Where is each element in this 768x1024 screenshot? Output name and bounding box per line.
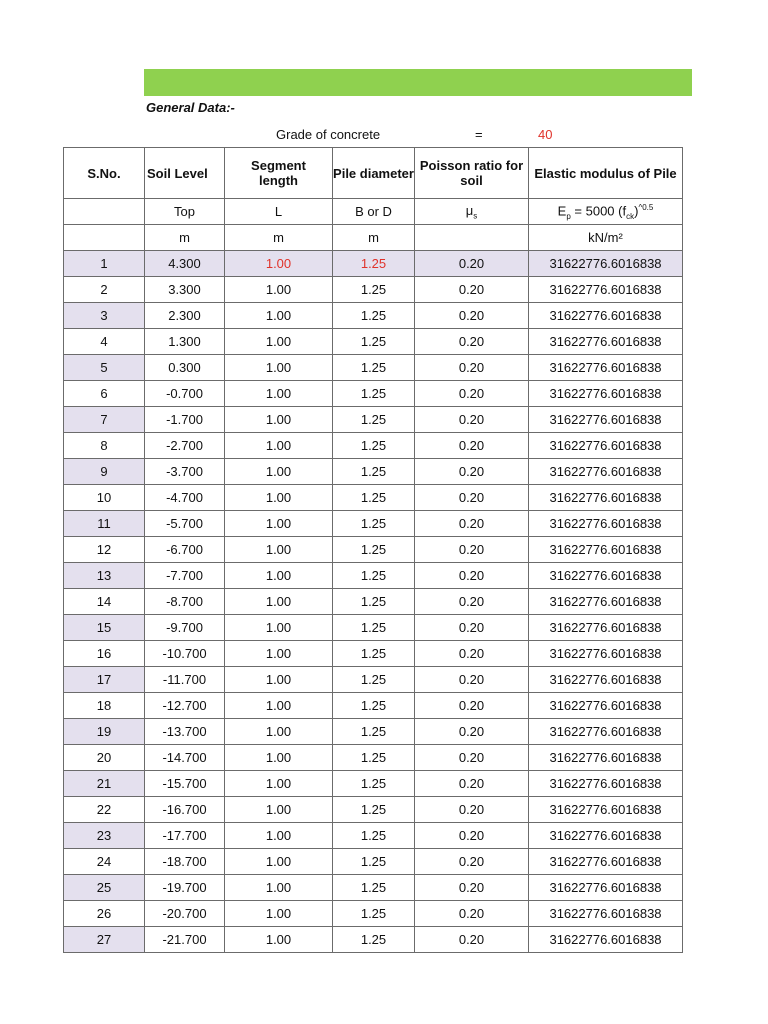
header-elastic-modulus: Elastic modulus of Pile (529, 148, 683, 199)
soil-level-cell[interactable]: -2.700 (145, 433, 225, 459)
segment-length-cell[interactable]: 1.00 (225, 771, 333, 797)
symbol-poisson-ratio (415, 199, 529, 225)
elastic-modulus-cell[interactable]: 31622776.6016838 (529, 641, 683, 667)
unit-elastic-modulus: kN/m² (529, 225, 683, 251)
table-body (64, 251, 683, 953)
symbol-elastic-modulus (529, 199, 683, 225)
elastic-modulus-cell[interactable]: 31622776.6016838 (529, 589, 683, 615)
pile-diameter-cell[interactable]: 1.25 (333, 251, 415, 277)
pile-diameter-cell[interactable]: 1.25 (333, 693, 415, 719)
sno-cell[interactable]: 8 (64, 433, 145, 459)
table-header-row (64, 148, 683, 199)
segment-length-cell[interactable]: 1.00 (225, 849, 333, 875)
header-segment-length-text: Segment length (251, 158, 306, 188)
header-segment-length (225, 148, 333, 199)
elastic-modulus-cell[interactable]: 31622776.6016838 (529, 381, 683, 407)
pile-diameter-cell[interactable]: 1.25 (333, 667, 415, 693)
soil-level-cell[interactable]: -3.700 (145, 459, 225, 485)
segment-length-cell[interactable]: 1.00 (225, 511, 333, 537)
soil-level-cell[interactable]: 0.300 (145, 355, 225, 381)
sno-cell[interactable]: 5 (64, 355, 145, 381)
soil-level-cell[interactable]: 4.300 (145, 251, 225, 277)
table-row (64, 303, 683, 329)
poisson-ratio-cell[interactable]: 0.20 (415, 355, 529, 381)
symbol-sno (64, 199, 145, 225)
soil-level-cell[interactable]: -7.700 (145, 563, 225, 589)
segment-length-cell[interactable]: 1.00 (225, 355, 333, 381)
poisson-ratio-cell[interactable]: 0.20 (415, 251, 529, 277)
table-row (64, 693, 683, 719)
poisson-ratio-cell[interactable]: 0.20 (415, 433, 529, 459)
table-row (64, 277, 683, 303)
elastic-modulus-cell[interactable]: 31622776.6016838 (529, 563, 683, 589)
sno-cell[interactable]: 23 (64, 823, 145, 849)
header-poisson-ratio: Poisson ratio for soil (415, 148, 529, 199)
elastic-modulus-cell[interactable]: 31622776.6016838 (529, 849, 683, 875)
poisson-ratio-cell[interactable]: 0.20 (415, 797, 529, 823)
soil-level-cell[interactable]: 2.300 (145, 303, 225, 329)
segment-length-cell[interactable]: 1.00 (225, 927, 333, 953)
pile-diameter-cell[interactable]: 1.25 (333, 277, 415, 303)
poisson-ratio-cell[interactable]: 0.20 (415, 771, 529, 797)
segment-length-cell[interactable]: 1.00 (225, 693, 333, 719)
symbol-mu-sub: s (473, 211, 478, 221)
pile-diameter-cell[interactable]: 1.25 (333, 303, 415, 329)
table-row (64, 823, 683, 849)
symbol-pile-diameter: B or D (333, 199, 415, 225)
soil-level-cell[interactable]: 3.300 (145, 277, 225, 303)
segment-length-cell[interactable]: 1.00 (225, 615, 333, 641)
elastic-modulus-cell[interactable]: 31622776.6016838 (529, 303, 683, 329)
pile-diameter-cell[interactable]: 1.25 (333, 407, 415, 433)
sno-cell[interactable]: 1 (64, 251, 145, 277)
symbol-close-paren: ) (634, 202, 639, 218)
segment-length-cell[interactable]: 1.00 (225, 823, 333, 849)
pile-diameter-cell[interactable]: 1.25 (333, 381, 415, 407)
grade-of-concrete-value[interactable]: 40 (538, 127, 553, 142)
soil-level-cell[interactable]: -17.700 (145, 823, 225, 849)
pile-diameter-cell[interactable]: 1.25 (333, 719, 415, 745)
poisson-ratio-cell[interactable]: 0.20 (415, 641, 529, 667)
poisson-ratio-cell[interactable]: 0.20 (415, 745, 529, 771)
table-row (64, 511, 683, 537)
sno-cell[interactable]: 18 (64, 693, 145, 719)
pile-diameter-cell[interactable]: 1.25 (333, 927, 415, 953)
soil-level-cell[interactable]: 1.300 (145, 329, 225, 355)
symbol-soil-level: Top (145, 199, 225, 225)
poisson-ratio-cell[interactable]: 0.20 (415, 901, 529, 927)
soil-level-cell[interactable]: -16.700 (145, 797, 225, 823)
elastic-modulus-cell[interactable]: 31622776.6016838 (529, 771, 683, 797)
table-row (64, 329, 683, 355)
soil-level-cell[interactable]: -8.700 (145, 589, 225, 615)
elastic-modulus-cell[interactable]: 31622776.6016838 (529, 927, 683, 953)
sno-cell[interactable]: 10 (64, 485, 145, 511)
sno-cell[interactable]: 7 (64, 407, 145, 433)
table-row (64, 719, 683, 745)
table-row (64, 927, 683, 953)
sno-cell[interactable]: 9 (64, 459, 145, 485)
unit-segment-length: m (225, 225, 333, 251)
elastic-modulus-cell[interactable]: 31622776.6016838 (529, 719, 683, 745)
elastic-modulus-cell[interactable]: 31622776.6016838 (529, 797, 683, 823)
segment-length-cell[interactable]: 1.00 (225, 433, 333, 459)
elastic-modulus-cell[interactable]: 31622776.6016838 (529, 901, 683, 927)
elastic-modulus-cell[interactable]: 31622776.6016838 (529, 433, 683, 459)
table-row (64, 771, 683, 797)
table-row (64, 797, 683, 823)
unit-sno (64, 225, 145, 251)
elastic-modulus-cell[interactable]: 31622776.6016838 (529, 615, 683, 641)
poisson-ratio-cell[interactable]: 0.20 (415, 329, 529, 355)
sno-cell[interactable]: 26 (64, 901, 145, 927)
poisson-ratio-cell[interactable]: 0.20 (415, 381, 529, 407)
segment-length-cell[interactable]: 1.00 (225, 251, 333, 277)
elastic-modulus-cell[interactable]: 31622776.6016838 (529, 823, 683, 849)
segment-length-cell[interactable]: 1.00 (225, 537, 333, 563)
elastic-modulus-cell[interactable]: 31622776.6016838 (529, 693, 683, 719)
table-row (64, 459, 683, 485)
poisson-ratio-cell[interactable]: 0.20 (415, 927, 529, 953)
soil-level-cell[interactable]: -12.700 (145, 693, 225, 719)
sno-cell[interactable]: 11 (64, 511, 145, 537)
segment-length-cell[interactable]: 1.00 (225, 901, 333, 927)
sno-cell[interactable]: 3 (64, 303, 145, 329)
table-row (64, 381, 683, 407)
sno-cell[interactable]: 25 (64, 875, 145, 901)
poisson-ratio-cell[interactable]: 0.20 (415, 303, 529, 329)
symbol-row (64, 199, 683, 225)
segment-length-cell[interactable]: 1.00 (225, 667, 333, 693)
symbol-segment-length: L (225, 199, 333, 225)
soil-level-cell[interactable]: -11.700 (145, 667, 225, 693)
poisson-ratio-cell[interactable]: 0.20 (415, 511, 529, 537)
general-data-label: General Data:- (146, 100, 235, 115)
pile-diameter-cell[interactable]: 1.25 (333, 433, 415, 459)
table-row (64, 901, 683, 927)
segment-length-cell[interactable]: 1.00 (225, 875, 333, 901)
segment-length-cell[interactable]: 1.00 (225, 641, 333, 667)
segment-length-cell[interactable]: 1.00 (225, 277, 333, 303)
segment-length-cell[interactable]: 1.00 (225, 797, 333, 823)
sno-cell[interactable]: 16 (64, 641, 145, 667)
grade-of-concrete-label: Grade of concrete (276, 127, 381, 142)
pile-diameter-cell[interactable]: 1.25 (333, 563, 415, 589)
table-row (64, 355, 683, 381)
pile-diameter-cell[interactable]: 1.25 (333, 537, 415, 563)
elastic-modulus-cell[interactable]: 31622776.6016838 (529, 407, 683, 433)
pile-diameter-cell[interactable]: 1.25 (333, 589, 415, 615)
table-row (64, 407, 683, 433)
pile-diameter-cell[interactable]: 1.25 (333, 485, 415, 511)
poisson-ratio-cell[interactable]: 0.20 (415, 693, 529, 719)
segment-length-cell[interactable]: 1.00 (225, 485, 333, 511)
table-row (64, 641, 683, 667)
grade-equals-sign: = (475, 127, 483, 142)
elastic-modulus-cell[interactable]: 31622776.6016838 (529, 511, 683, 537)
soil-level-cell[interactable]: -19.700 (145, 875, 225, 901)
pile-diameter-cell[interactable]: 1.25 (333, 329, 415, 355)
poisson-ratio-cell[interactable]: 0.20 (415, 277, 529, 303)
segment-length-cell[interactable]: 1.00 (225, 329, 333, 355)
poisson-ratio-cell[interactable]: 0.20 (415, 615, 529, 641)
table-row (64, 615, 683, 641)
segment-length-cell[interactable]: 1.00 (225, 563, 333, 589)
sno-cell[interactable]: 4 (64, 329, 145, 355)
symbol-ep-sub: p (566, 211, 571, 221)
pile-diameter-cell[interactable]: 1.25 (333, 823, 415, 849)
unit-pile-diameter: m (333, 225, 415, 251)
poisson-ratio-cell[interactable]: 0.20 (415, 485, 529, 511)
poisson-ratio-cell[interactable]: 0.20 (415, 849, 529, 875)
segment-length-cell[interactable]: 1.00 (225, 745, 333, 771)
sno-cell[interactable]: 13 (64, 563, 145, 589)
table-row (64, 251, 683, 277)
sno-cell[interactable]: 2 (64, 277, 145, 303)
table-row (64, 485, 683, 511)
unit-poisson-ratio (415, 225, 529, 251)
table-row (64, 875, 683, 901)
header-bar (144, 69, 692, 96)
table-row (64, 849, 683, 875)
poisson-ratio-cell[interactable]: 0.20 (415, 719, 529, 745)
units-row (64, 225, 683, 251)
elastic-modulus-cell[interactable]: 31622776.6016838 (529, 485, 683, 511)
soil-level-cell[interactable]: -10.700 (145, 641, 225, 667)
segment-length-cell[interactable]: 1.00 (225, 459, 333, 485)
sno-cell[interactable]: 24 (64, 849, 145, 875)
elastic-modulus-cell[interactable]: 31622776.6016838 (529, 745, 683, 771)
symbol-ep: E (557, 202, 567, 218)
table-row (64, 433, 683, 459)
segment-length-cell[interactable]: 1.00 (225, 589, 333, 615)
elastic-modulus-cell[interactable]: 31622776.6016838 (529, 355, 683, 381)
elastic-modulus-cell[interactable]: 31622776.6016838 (529, 667, 683, 693)
soil-level-cell[interactable]: -14.700 (145, 745, 225, 771)
symbol-fck-sub: ck (626, 211, 635, 221)
sno-cell[interactable]: 20 (64, 745, 145, 771)
header-soil-level: Soil Level (145, 148, 225, 199)
sno-cell[interactable]: 14 (64, 589, 145, 615)
poisson-ratio-cell[interactable]: 0.20 (415, 667, 529, 693)
pile-diameter-cell[interactable]: 1.25 (333, 797, 415, 823)
poisson-ratio-cell[interactable]: 0.20 (415, 459, 529, 485)
table-row (64, 667, 683, 693)
elastic-modulus-cell[interactable]: 31622776.6016838 (529, 459, 683, 485)
header-sno: S.No. (64, 148, 145, 199)
sno-cell[interactable]: 19 (64, 719, 145, 745)
elastic-modulus-cell[interactable]: 31622776.6016838 (529, 875, 683, 901)
segment-length-cell[interactable]: 1.00 (225, 303, 333, 329)
soil-level-cell[interactable]: -13.700 (145, 719, 225, 745)
symbol-mu: μ (465, 202, 474, 218)
pile-diameter-cell[interactable]: 1.25 (333, 901, 415, 927)
elastic-modulus-cell[interactable]: 31622776.6016838 (529, 537, 683, 563)
pile-diameter-cell[interactable]: 1.25 (333, 641, 415, 667)
poisson-ratio-cell[interactable]: 0.20 (415, 563, 529, 589)
soil-level-cell[interactable]: -4.700 (145, 485, 225, 511)
pile-diameter-cell[interactable]: 1.25 (333, 355, 415, 381)
sno-cell[interactable]: 27 (64, 927, 145, 953)
pile-diameter-cell[interactable]: 1.25 (333, 849, 415, 875)
pile-diameter-cell[interactable]: 1.25 (333, 459, 415, 485)
symbol-exponent: ^0.5 (638, 202, 654, 212)
poisson-ratio-cell[interactable]: 0.20 (415, 875, 529, 901)
soil-level-cell[interactable]: -0.700 (145, 381, 225, 407)
pile-diameter-cell[interactable]: 1.25 (333, 875, 415, 901)
pile-diameter-cell[interactable]: 1.25 (333, 771, 415, 797)
soil-level-cell[interactable]: -6.700 (145, 537, 225, 563)
sno-cell[interactable]: 12 (64, 537, 145, 563)
sno-cell[interactable]: 15 (64, 615, 145, 641)
table-row (64, 589, 683, 615)
poisson-ratio-cell[interactable]: 0.20 (415, 537, 529, 563)
pile-data-table (63, 147, 683, 953)
elastic-modulus-cell[interactable]: 31622776.6016838 (529, 277, 683, 303)
soil-level-cell[interactable]: -9.700 (145, 615, 225, 641)
poisson-ratio-cell[interactable]: 0.20 (415, 407, 529, 433)
segment-length-cell[interactable]: 1.00 (225, 381, 333, 407)
soil-level-cell[interactable]: -20.700 (145, 901, 225, 927)
pile-diameter-cell[interactable]: 1.25 (333, 511, 415, 537)
sno-cell[interactable]: 21 (64, 771, 145, 797)
soil-level-cell[interactable]: -15.700 (145, 771, 225, 797)
elastic-modulus-cell[interactable]: 31622776.6016838 (529, 329, 683, 355)
poisson-ratio-cell[interactable]: 0.20 (415, 589, 529, 615)
soil-level-cell[interactable]: -1.700 (145, 407, 225, 433)
table-row (64, 537, 683, 563)
segment-length-cell[interactable]: 1.00 (225, 719, 333, 745)
soil-level-cell[interactable]: -5.700 (145, 511, 225, 537)
pile-diameter-cell[interactable]: 1.25 (333, 615, 415, 641)
elastic-modulus-cell[interactable]: 31622776.6016838 (529, 251, 683, 277)
table-row (64, 563, 683, 589)
symbol-ep-formula: = 5000 (f (570, 202, 627, 218)
poisson-ratio-cell[interactable]: 0.20 (415, 823, 529, 849)
table-row (64, 745, 683, 771)
sno-cell[interactable]: 17 (64, 667, 145, 693)
segment-length-cell[interactable]: 1.00 (225, 407, 333, 433)
soil-level-cell[interactable]: -18.700 (145, 849, 225, 875)
pile-diameter-cell[interactable]: 1.25 (333, 745, 415, 771)
header-pile-diameter: Pile diameter (333, 148, 415, 199)
soil-level-cell[interactable]: -21.700 (145, 927, 225, 953)
sno-cell[interactable]: 6 (64, 381, 145, 407)
unit-soil-level: m (145, 225, 225, 251)
sno-cell[interactable]: 22 (64, 797, 145, 823)
